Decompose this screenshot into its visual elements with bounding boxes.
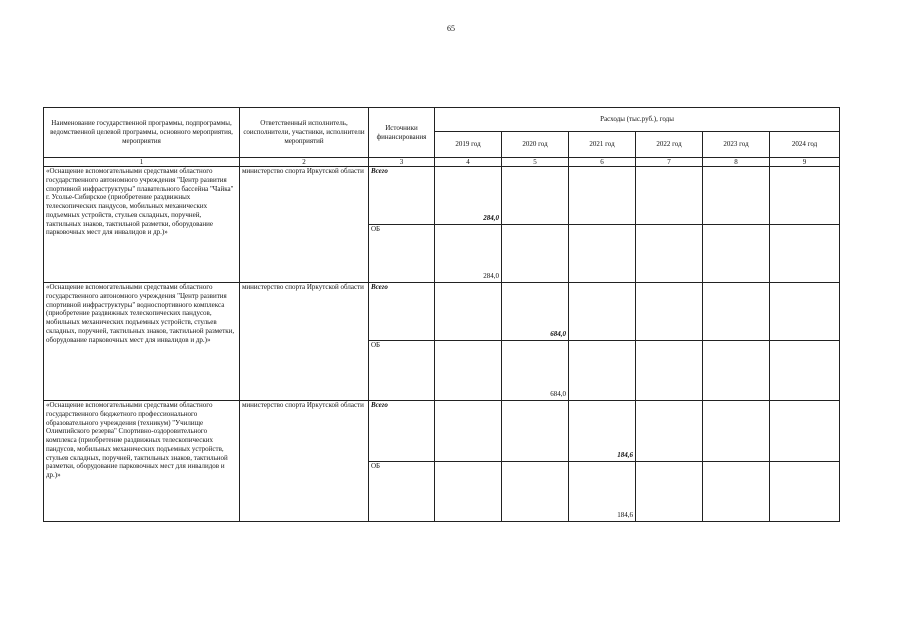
source-total: Всего xyxy=(369,401,435,462)
header-year: 2021 год xyxy=(569,132,636,158)
value-cell xyxy=(636,167,703,225)
col-number: 4 xyxy=(435,158,502,167)
value-cell xyxy=(770,283,840,341)
value-cell xyxy=(435,283,502,341)
value-cell xyxy=(636,225,703,283)
value-cell xyxy=(770,341,840,401)
value-cell xyxy=(703,462,770,522)
value-cell: 684,0 xyxy=(502,283,569,341)
col-number: 5 xyxy=(502,158,569,167)
measure-name: «Оснащение вспомогательными средствами областного государственного автономного учреждения "Центр развития спортивной инфраструктуры" плавательного бассейна "Чайка" г. Усолье-Сибирское (приобретение раздвижных телескопических пандусов, мобильных механических подъемных устройств, стульев складных, поручней, тактильных знаков, тактильной разметки, оборудование парковочных мест для инвалидов и др.)» xyxy=(44,167,240,283)
value-cell xyxy=(569,225,636,283)
value-cell xyxy=(569,167,636,225)
value-cell xyxy=(435,401,502,462)
value-cell: 184,6 xyxy=(569,462,636,522)
value-cell xyxy=(435,462,502,522)
header-year: 2020 год xyxy=(502,132,569,158)
header-year: 2023 год xyxy=(703,132,770,158)
header-expenses: Расходы (тыс.руб.), годы xyxy=(435,108,840,132)
source-ob: ОБ xyxy=(369,462,435,522)
value-cell xyxy=(502,401,569,462)
value-cell: 184,6 xyxy=(569,401,636,462)
header-name: Наименование государственной программы, подпрограммы, ведомственной целевой программы, основного мероприятия, мероприятия xyxy=(44,108,240,158)
header-year: 2019 год xyxy=(435,132,502,158)
measure-executor: министерство спорта Иркутской области xyxy=(240,401,369,522)
value-cell: 284,0 xyxy=(435,167,502,225)
col-number: 3 xyxy=(369,158,435,167)
col-number: 2 xyxy=(240,158,369,167)
page-number: 65 xyxy=(447,24,455,33)
source-ob: ОБ xyxy=(369,225,435,283)
value-cell xyxy=(770,462,840,522)
measure-executor: министерство спорта Иркутской области xyxy=(240,283,369,401)
header-source: Источники финансирования xyxy=(369,108,435,158)
source-ob: ОБ xyxy=(369,341,435,401)
header-executor: Ответственный исполнитель, соисполнители, участники, исполнители мероприятий xyxy=(240,108,369,158)
value-cell xyxy=(502,225,569,283)
value-cell xyxy=(703,283,770,341)
value-cell: 284,0 xyxy=(435,225,502,283)
col-number: 6 xyxy=(569,158,636,167)
value-cell xyxy=(636,462,703,522)
value-cell xyxy=(770,225,840,283)
value-cell xyxy=(502,462,569,522)
col-number: 9 xyxy=(770,158,840,167)
value-cell xyxy=(703,167,770,225)
source-total: Всего xyxy=(369,167,435,225)
value-cell xyxy=(569,283,636,341)
value-cell xyxy=(569,341,636,401)
value-cell xyxy=(636,283,703,341)
measure-name: «Оснащение вспомогательными средствами областного государственного автономного учреждения "Центр развития спортивной инфраструктуры" водноспортивного комплекса (приобретение раздвижных телескопических пандусов, мобильных механических подъемных устройств, стульев складных, поручней, тактильных знаков, тактильной разметки, оборудование парковочных мест для инвалидов и др.)» xyxy=(44,283,240,401)
value-cell xyxy=(703,401,770,462)
value-cell xyxy=(636,401,703,462)
col-number: 1 xyxy=(44,158,240,167)
value-cell xyxy=(502,167,569,225)
value-cell xyxy=(770,401,840,462)
value-cell: 684,0 xyxy=(502,341,569,401)
header-year: 2022 год xyxy=(636,132,703,158)
value-cell xyxy=(435,341,502,401)
value-cell xyxy=(703,225,770,283)
measure-name: «Оснащение вспомогательными средствами областного государственного бюджетного профессионального образовательного учреждения (техникум) "Училище Олимпийского резерва" Спортивно-оздоровительного комплекса (приобретение раздвижных телескопических пандусов, мобильных механических подъемных устройств, стульев складных, поручней, тактильных знаков, тактильной разметки, оборудование парковочных мест для инвалидов и др.)» xyxy=(44,401,240,522)
value-cell xyxy=(703,341,770,401)
col-number: 8 xyxy=(703,158,770,167)
budget-table xyxy=(43,107,840,522)
value-cell xyxy=(770,167,840,225)
col-number: 7 xyxy=(636,158,703,167)
source-total: Всего xyxy=(369,283,435,341)
header-year: 2024 год xyxy=(770,132,840,158)
measure-executor: министерство спорта Иркутской области xyxy=(240,167,369,283)
value-cell xyxy=(636,341,703,401)
